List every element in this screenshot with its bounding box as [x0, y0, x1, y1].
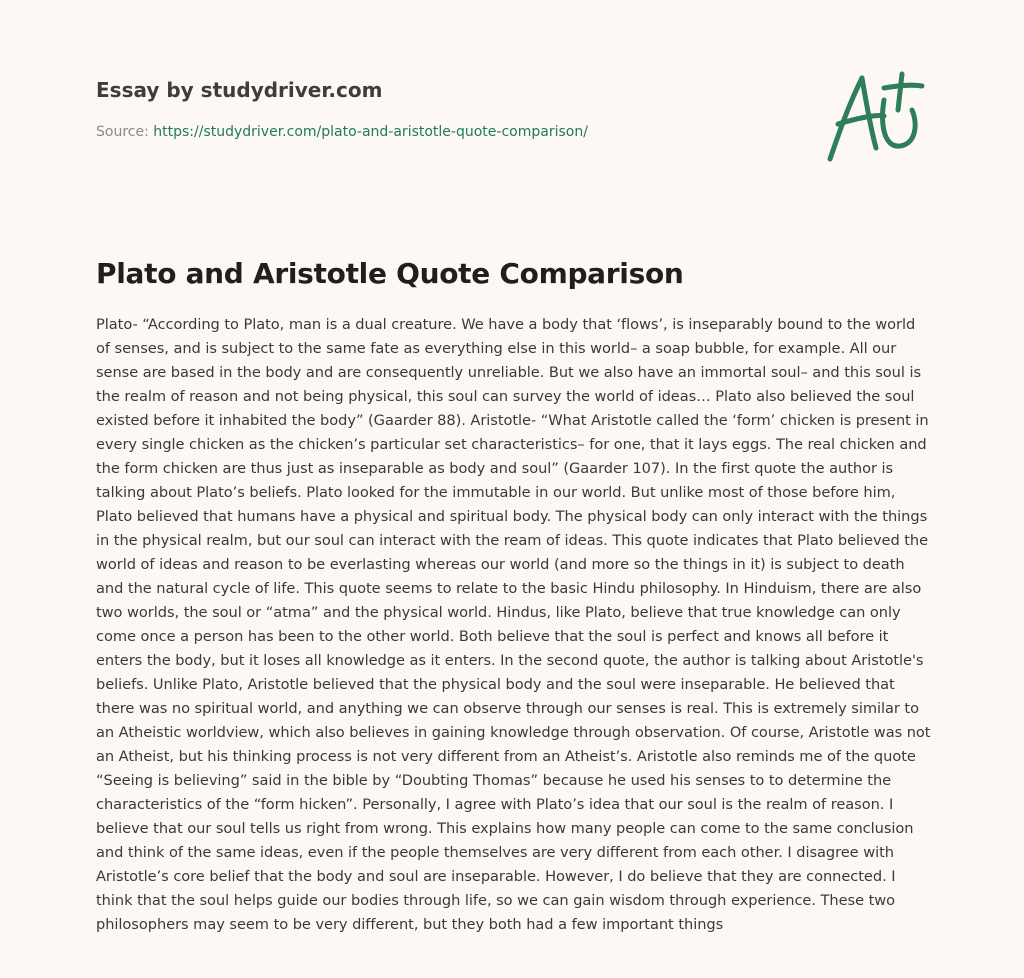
source-label: Source: — [96, 124, 154, 140]
site-title: Essay by studydriver.com — [96, 78, 383, 102]
essay-title: Plato and Aristotle Quote Comparison — [96, 257, 684, 290]
source-line — [96, 122, 796, 142]
page-header — [96, 76, 796, 142]
essay-body: Plato- “According to Plato, man is a dual creature. We have a body that ‘flows’, is inseparably bound to the world of senses, and is subject to the same fate as everything else in this world– a soap bubble, for example. All our sense are based in the body and are consequently unreliable. But we also have an immortal soul– and this soul is the realm of reason and not being physical, this soul can survey the world of ideas… Plato also believed the soul existed before it inhabited the body” (Gaarder 88). Aristotle- “What Aristotle called the ‘form’ chicken is present in every single chicken as the chicken’s particular set characteristics– for one, that it lays eggs. The real chicken and the form chicken are thus just as inseparable as body and soul” (Gaarder 107). In the first quote the author is talking about Plato’s beliefs. Plato looked for the immutable in our world. But unlike most of those before him, Plato believed that humans have a physical and spiritual body. The physical body can only interact with the things in the physical realm, but our soul can interact with the ream of ideas. This quote indicates that Plato believed the world of ideas and reason to be everlasting whereas our world (and more so the things in it) is subject to death and the natural cycle of life. This quote seems to relate to the basic Hindu philosophy. In Hinduism, there are also two worlds, the soul or “atma” and the physical world. Hindus, like Plato, believe that true knowledge can only come once a person has been to the other world. Both believe that the soul is perfect and knows all before it enters the body, but it loses all knowledge as it enters. In the second quote, the author is talking about Aristotle's beliefs. Unlike Plato, Aristotle believed that the physical body and the soul were inseparable. He believed that there was no spiritual world, and anything we can observe through our senses is real. This is extremely similar to an Atheistic worldview, which also believes in gaining knowledge through observation. Of course, Aristotle was not an Atheist, but his thinking process is not very different from an Atheist’s. Aristotle also reminds me of the quote “Seeing is believing” said in the bible by “Doubting Thomas” because he used his senses to to determine the characteristics of the “form hicken”. Personally, I agree with Plato’s idea that our soul is the realm of reason. I believe that our soul tells us right from wrong. This explains how many people can come to the same conclusion and think of the same ideas, even if the people themselves are very different from each other. I disagree with Aristotle’s core belief that the body and soul are inseparable. However, I do believe that they are connected. I think that the soul helps guide our bodies through life, so we can gain wisdom through experience. These two philosophers may seem to be very different, but they both had a few important things — [96, 316, 931, 933]
source-link[interactable]: https://studydriver.com/plato-and-aristotle-quote-comparison/ — [153, 124, 588, 140]
a-plus-grade-icon — [818, 66, 928, 166]
